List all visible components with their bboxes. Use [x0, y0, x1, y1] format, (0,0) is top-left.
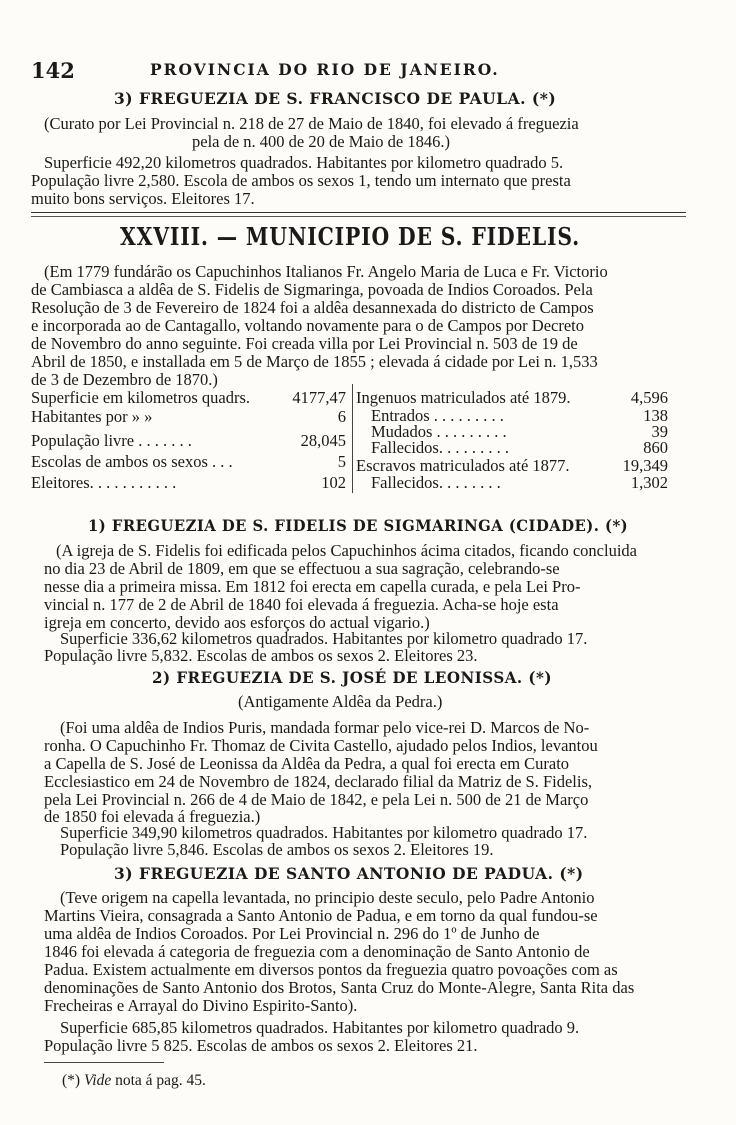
- page-header: PROVINCIA DO RIO DE JANEIRO.: [150, 60, 500, 79]
- stat-left-label-2: Habitantes por » »: [31, 407, 153, 426]
- stat-left-label-3: População livre . . . . . . .: [31, 431, 192, 450]
- footnote-mark: (*): [62, 1072, 81, 1089]
- intro-line-4: e incorporada ao de Cantagallo, voltando novamente para o de Campos por Decreto: [31, 316, 585, 335]
- intro-line-2: de Cambiasca a aldêa de S. Fidelis de Sigmaringa, povoada de Indios Coroados. Pela: [31, 280, 593, 299]
- stat-right-value-4: 860: [643, 438, 668, 457]
- stats-column-divider: [352, 384, 353, 493]
- stat-right-label-4: Fallecidos. . . . . . . . .: [371, 438, 509, 457]
- stat-left-value-3: 28,045: [300, 431, 346, 450]
- stat-right-label-2: Entrados . . . . . . . . .: [371, 406, 504, 425]
- municipio-title: XXVIII. — MUNICIPIO DE S. FIDELIS.: [120, 222, 581, 251]
- stat-right-value-5: 19,349: [622, 456, 668, 475]
- section-divider: [31, 212, 686, 213]
- freg1-line-2: no dia 23 de Abril de 1809, em que se effectuou a sua sagração, celebrando-se: [44, 559, 560, 578]
- intro-line-7: de 3 de Dezembro de 1870.): [31, 370, 218, 389]
- prev-note-line-2: pela de n. 400 de 20 de Maio de 1846.): [192, 132, 450, 151]
- freg2-subheading: (Antigamente Aldêa da Pedra.): [238, 692, 443, 711]
- stat-left-value-5: 102: [321, 473, 346, 492]
- stat-left-value-1: 4177,47: [292, 388, 346, 407]
- freg2-line-5: pela Lei Provincial n. 266 de 4 de Maio de 1842, e pela Lei n. 500 de 21 de Março: [44, 790, 589, 809]
- freg2-line-4: Ecclesiastico em 24 de Novembro de 1824, declarado filial da Matriz de S. Fidelis,: [44, 772, 593, 791]
- freg3-line-8: Superficie 685,85 kilometros quadrados. Habitantes por kilometro quadrado 9.: [60, 1018, 580, 1037]
- intro-line-1: (Em 1779 fundárão os Capuchinhos Italianos Fr. Angelo Maria de Luca e Fr. Victorio: [44, 262, 608, 281]
- freg1-line-1: (A igreja de S. Fidelis foi edificada pelos Capuchinhos ácima citados, ficando concluida: [56, 541, 637, 560]
- freg2-line-6: de 1850 foi elevada á freguezia.): [44, 807, 261, 826]
- stat-left-label-4: Escolas de ambos os sexos . . .: [31, 452, 233, 471]
- page-number: 142: [31, 58, 75, 83]
- prev-section-heading: 3) FREGUEZIA DE S. FRANCISCO DE PAULA. (*): [114, 89, 557, 108]
- freg3-line-3: uma aldêa de Indios Coroados. Por Lei Provincial n. 296 do 1º de Junho de: [44, 924, 540, 943]
- freg1-line-7: População livre 5,832. Escolas de ambos os sexos 2. Eleitores 23.: [44, 646, 478, 665]
- footnote-vide: Vide: [83, 1072, 112, 1089]
- prev-note-line-1: (Curato por Lei Provincial n. 218 de 27 de Maio de 1840, foi elevado á freguezia: [44, 114, 579, 133]
- freg1-line-3: nesse dia a primeira missa. Em 1812 foi erecta em capella curada, e pela Lei Pro-: [44, 577, 581, 596]
- stat-right-value-6: 1,302: [630, 473, 668, 492]
- freg3-line-5: Padua. Existem actualmente em diversos pontos da freguezia quatro povoações com as: [44, 960, 618, 979]
- freg3-line-1: (Teve origem na capella levantada, no principio deste seculo, pelo Padre Antonio: [60, 888, 595, 907]
- footnote: [62, 1073, 206, 1089]
- freg1-line-5: igreja em concerto, devido aos esforços do actual vigario.): [44, 613, 430, 632]
- stat-right-value-1: 4,596: [630, 388, 668, 407]
- intro-line-5: de Novembro do anno seguinte. Foi creada villa por Lei Provincial n. 503 de 19 de: [31, 334, 578, 353]
- prev-body-line-1: Superficie 492,20 kilometros quadrados. Habitantes por kilometro quadrado 5.: [44, 153, 564, 172]
- freg3-line-6: denominações de Santo Antonio dos Brotos, Santa Cruz do Monte-Alegre, Santa Rita das: [44, 978, 635, 997]
- stat-left-label-5: Eleitores. . . . . . . . . . .: [31, 473, 177, 492]
- freg3-line-2: Martins Vieira, consagrada a Santo Antonio de Padua, e em torno da qual fundou-se: [44, 906, 598, 925]
- stat-right-label-1: Ingenuos matriculados até 1879.: [356, 388, 571, 407]
- freg1-line-4: vincial n. 177 de 2 de Abril de 1840 foi elevada á freguezia. Acha-se hoje esta: [44, 595, 559, 614]
- footnote-rule: [44, 1062, 164, 1063]
- prev-body-line-2: População livre 2,580. Escola de ambos os sexos 1, tendo um internato que presta: [31, 171, 571, 190]
- freg2-line-8: População livre 5,846. Escolas de ambos os sexos 2. Eleitores 19.: [60, 840, 494, 859]
- footnote-text: nota á pag. 45.: [115, 1072, 206, 1089]
- intro-line-3: Resolução de 3 de Fevereiro de 1824 foi a aldêa desannexada do districto de Campos: [31, 298, 594, 317]
- stat-right-label-5: Escravos matriculados até 1877.: [356, 456, 570, 475]
- stat-left-value-2: 6: [337, 407, 346, 426]
- freg2-line-2: ronha. O Capuchinho Fr. Thomaz de Civita Castello, ajudado pelos Indios, levantou: [44, 736, 598, 755]
- prev-body-line-3: muito bons serviços. Eleitores 17.: [31, 189, 255, 208]
- freg2-line-1: (Foi uma aldêa de Indios Puris, mandada formar pelo vice-rei D. Marcos de No-: [60, 718, 590, 737]
- stat-right-label-3: Mudados . . . . . . . . .: [371, 422, 507, 441]
- stat-right-value-2: 138: [643, 406, 668, 425]
- freg2-line-3: a Capella de S. José de Leonissa da Aldêa da Pedra, a qual foi erecta em Curato: [44, 754, 570, 773]
- freg3-line-9: População livre 5 825. Escolas de ambos os sexos 2. Eleitores 21.: [44, 1036, 478, 1055]
- stat-right-value-3: 39: [651, 422, 668, 441]
- freg3-line-4: 1846 foi elevada á categoria de freguezia com a denominação de Santo Antonio de: [44, 942, 590, 961]
- freg1-heading: 1) FREGUEZIA DE S. FIDELIS DE SIGMARINGA (CIDADE). (*): [88, 516, 629, 535]
- freg3-line-7: Frecheiras e Arrayal do Divino Espirito-Santo).: [44, 996, 358, 1015]
- section-divider-thin: [31, 216, 686, 217]
- stat-left-value-4: 5: [337, 452, 346, 471]
- freg1-line-6: Superficie 336,62 kilometros quadrados. Habitantes por kilometro quadrado 17.: [60, 629, 588, 648]
- freg2-line-7: Superficie 349,90 kilometros quadrados. Habitantes por kilometro quadrado 17.: [60, 823, 588, 842]
- intro-line-6: Abril de 1850, e installada em 5 de Março de 1855 ; elevada á cidade por Lei n. 1,533: [31, 352, 598, 371]
- freg3-heading: 3) FREGUEZIA DE SANTO ANTONIO DE PADUA. (*): [114, 864, 584, 883]
- stat-right-label-6: Fallecidos. . . . . . . .: [371, 473, 501, 492]
- stat-left-label-1: Superficie em kilometros quadrs.: [31, 388, 251, 407]
- freg2-heading: 2) FREGUEZIA DE S. JOSÉ DE LEONISSA. (*): [152, 668, 553, 687]
